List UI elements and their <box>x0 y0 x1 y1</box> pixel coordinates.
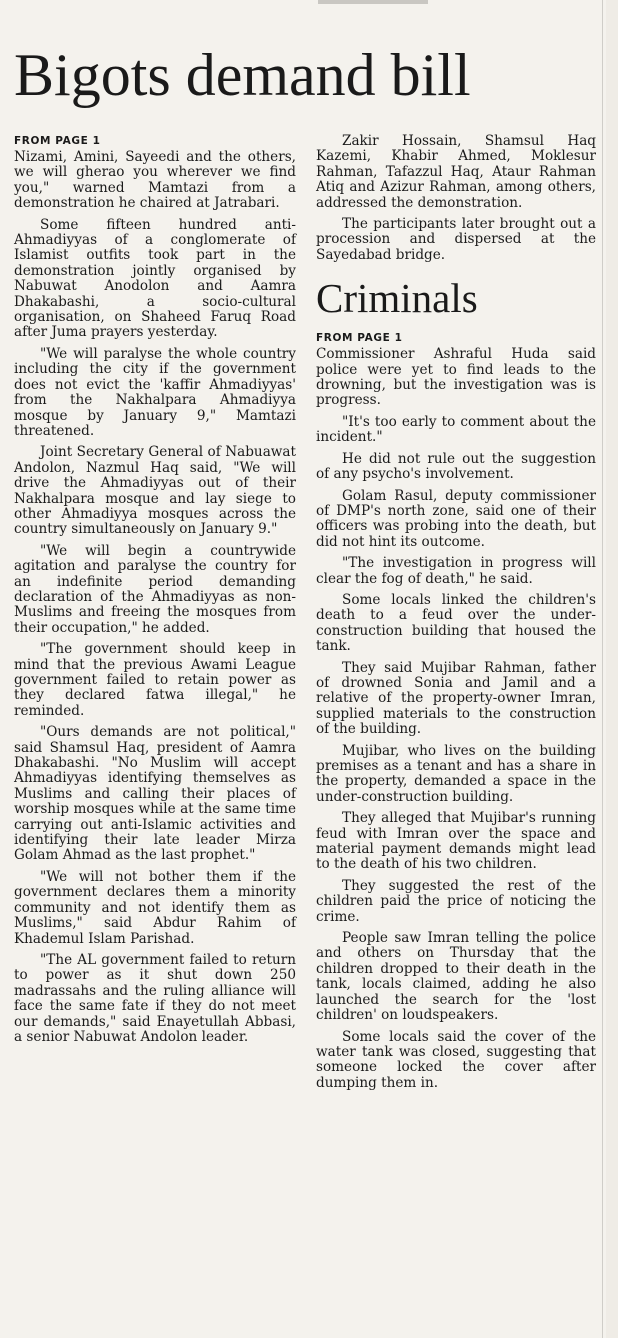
story1-paragraph: Joint Secretary General of Nabuawat Andolon, Nazmul Haq said, "We will drive the Ahmadiyyas out of their Nakhalpara mosque and lay siege to other Ahmadiyya mosques across the country simultaneously on January 9." <box>14 444 296 538</box>
story2-dateline: FROM PAGE 1 <box>316 332 403 345</box>
story2-paragraph: "The investigation in progress will clear the fog of death," he said. <box>316 555 596 587</box>
story1-paragraph: "We will paralyse the whole country including the city if the government does not evict the 'kaffir Ahmadiyyas' from the Nakhalpara Ahmadiyya mosque by January 9," Mamtazi threatened. <box>14 345 296 439</box>
story2-paragraph: They alleged that Mujibar's running feud with Imran over the space and material payment demands might lead to the death of his two children. <box>316 810 596 873</box>
story2-paragraph: Mujibar, who lives on the building premises as a tenant and has a share in the property, demanded a space in the under-construction building. <box>316 742 596 805</box>
story2-paragraph: People saw Imran telling the police and others on Thursday that the children dropped to their death in the tank, locals claimed, adding he also launched the search for the 'lost children' on loudspeakers. <box>316 930 596 1024</box>
story2-title: Criminals <box>316 275 478 322</box>
story1-paragraph: Some fifteen hundred anti-Ahmadiyyas of a conglomerate of Islamist outfits took part in the demonstration jointly organised by Nabuwat Anodolon and Aamra Dhakabashi, a socio-cultural organisation, on Shaheed Faruq Road after Juma prayers yesterday. <box>14 216 296 341</box>
column-2 <box>316 134 596 1097</box>
story1-paragraph: "We will begin a countrywide agitation and paralyse the country for an indefinite period demanding declaration of the Ahmadiyyas as non-Muslims and freeing the mosques from their occupation," he added. <box>14 542 296 636</box>
story1-paragraph: "The AL government failed to return to power as it shut down 250 madrassahs and the ruling alliance will face the same fate if they do not meet our demands," said Enayetullah Abbasi, a senior Nabuwat Andolon leader. <box>14 951 296 1045</box>
story2-paragraph: They suggested the rest of the children paid the price of noticing the crime. <box>316 877 596 925</box>
story2-paragraph: Commissioner Ashraful Huda said police were yet to find leads to the drowning, but the investigation was is progress. <box>316 346 596 409</box>
story2-paragraph: They said Mujibar Rahman, father of drowned Sonia and Jamil and a relative of the property-owner Imran, supplied materials to the construction of the building. <box>316 659 596 738</box>
clipping-edge <box>318 0 428 4</box>
column-rule <box>602 0 603 1338</box>
story2-paragraph: "It's too early to comment about the incident." <box>316 413 596 446</box>
story1-column-1 <box>14 134 296 1051</box>
story1-paragraph: Nizami, Amini, Sayeedi and the others, we will gherao you wherever we find you," warned Mamtazi from a demonstration he chaired at Jatrabari. <box>14 149 296 212</box>
story1-dateline: FROM PAGE 1 <box>14 135 101 147</box>
story1-paragraph: "The government should keep in mind that the previous Awami League government failed to retain power as they declared fatwa illegal," he reminded. <box>14 641 296 719</box>
story2-paragraph: He did not rule out the suggestion of any psycho's involvement. <box>316 450 596 483</box>
headline: Bigots demand bill <box>14 42 471 108</box>
story1-paragraph: Zakir Hossain, Shamsul Haq Kazemi, Khabir Ahmed, Moklesur Rahman, Tafazzul Haq, Ataur Rahman Atiq and Azizur Rahman, among others, addressed the demonstration. <box>316 133 596 211</box>
adjacent-column-sliver <box>606 0 618 1338</box>
story1-paragraph: The participants later brought out a procession and dispersed at the Sayedabad bridge. <box>316 216 596 263</box>
story1-paragraph: "We will not bother them if the government declares them a minority community and not identify them as Muslims," said Abdur Rahim of Khademul Islam Parishad. <box>14 868 296 947</box>
story2-paragraph: Golam Rasul, deputy commissioner of DMP's north zone, said one of their officers was probing into the death, but did not hint its outcome. <box>316 487 596 550</box>
story1-paragraph: "Ours demands are not political," said Shamsul Haq, president of Aamra Dhakabashi. "No Muslim will accept Ahmadiyyas identifying themselves as Muslims and calling their places of worship mosques while at the same time carrying out anti-Islamic activities and identifying their late leader Mirza Golam Ahmad as the last prophet." <box>14 724 296 864</box>
story2-paragraph: Some locals said the cover of the water tank was closed, suggesting that someone locked the cover after dumping them in. <box>316 1028 596 1091</box>
story2-paragraph: Some locals linked the children's death to a feud over the under-construction building that housed the tank. <box>316 591 596 655</box>
